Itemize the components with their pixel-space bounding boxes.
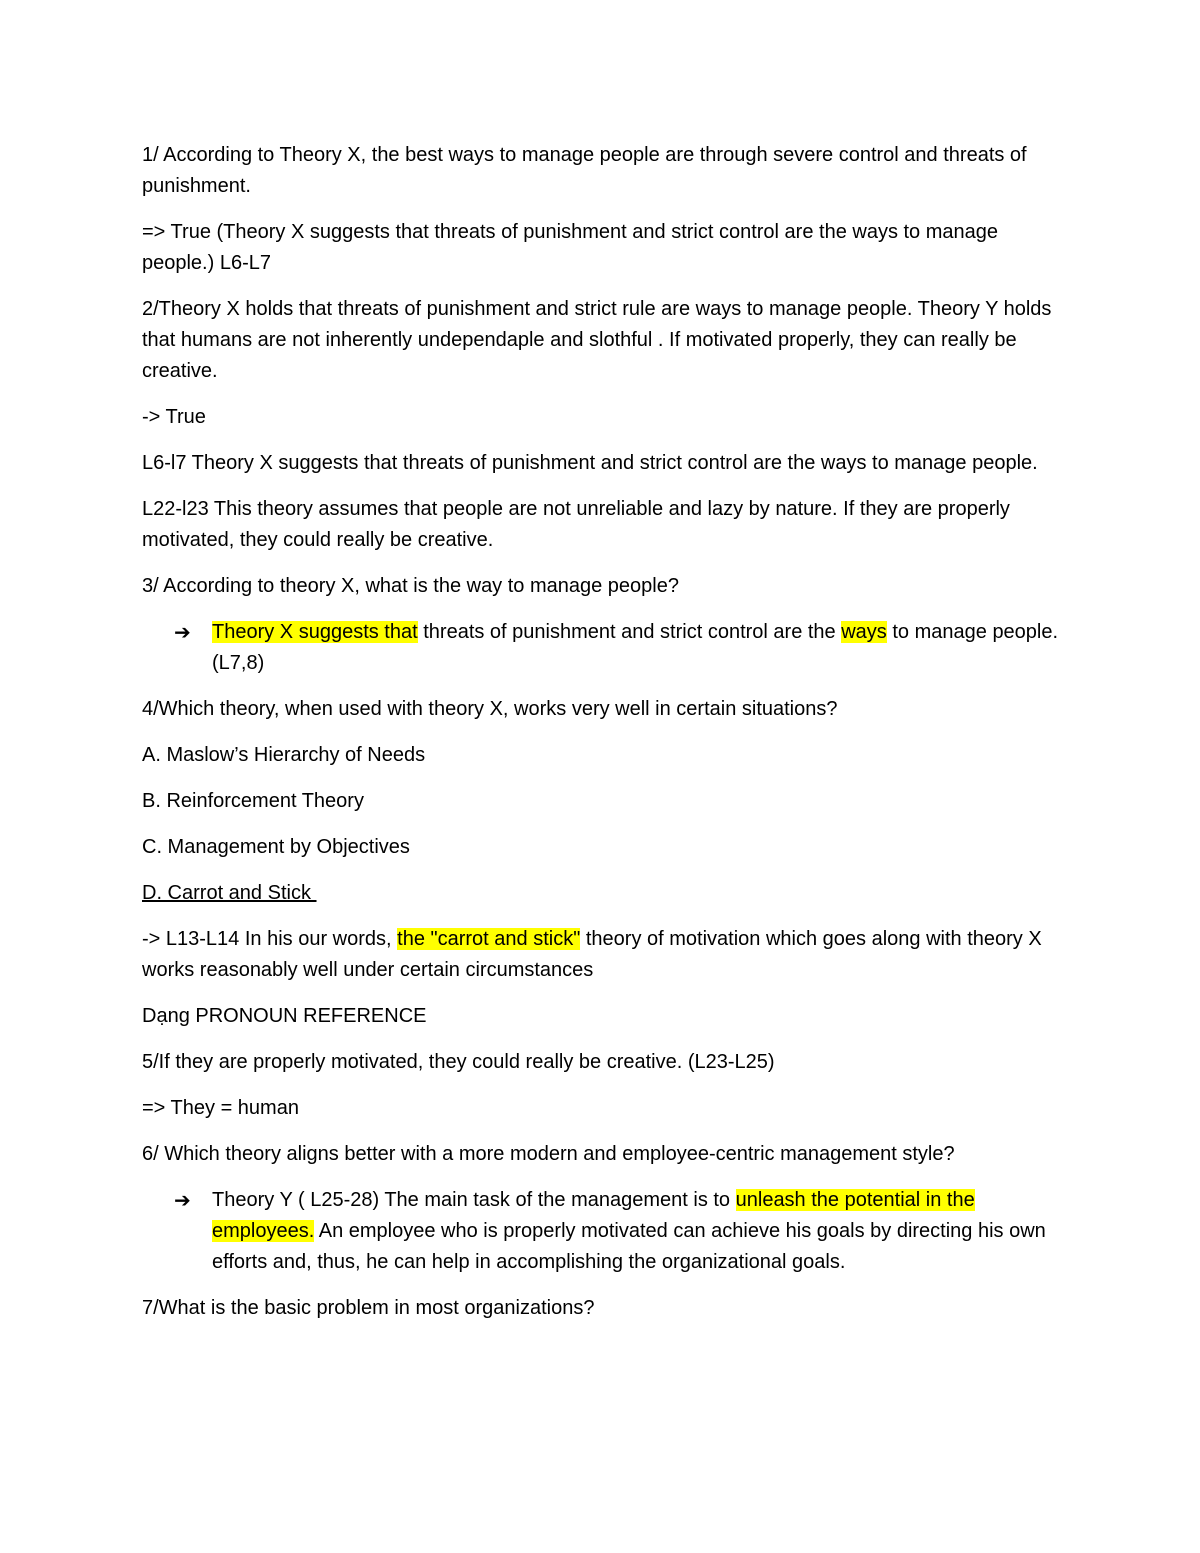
- option-d-label: D. Carrot and Stick: [142, 882, 317, 904]
- question-5: 5/If they are properly motivated, they could really be creative. (L23-L25): [142, 1051, 775, 1073]
- answer-text: Theory Y ( L25-28) The main task of the management is to: [212, 1189, 736, 1211]
- option-d-correct: [142, 878, 1062, 909]
- answer-text: to manage people. (L7,8): [212, 621, 1059, 674]
- answer-6: [142, 1185, 1062, 1278]
- highlight-text: unleash the potential in the employees.: [212, 1189, 975, 1242]
- answer-1: => True (Theory X suggests that threats of punishment and strict control are the ways to manage people.) L6-L7: [142, 221, 999, 274]
- question-4: 4/Which theory, when used with theory X, works very well in certain situations?: [142, 698, 838, 720]
- answer-text: -> L13-L14 In his our words,: [142, 928, 398, 950]
- right-arrow-icon: ➔: [174, 1188, 191, 1212]
- highlight-text: ways: [841, 621, 887, 643]
- question-1: 1/ According to Theory X, the best ways to manage people are through severe control and threats of punishment.: [142, 144, 1027, 197]
- highlight-text: the "carrot and stick": [397, 928, 581, 950]
- option-b: B. Reinforcement Theory: [142, 790, 364, 812]
- question-2: 2/Theory X holds that threats of punishment and strict rule are ways to manage people. Theory Y holds that humans are not inherently undependaple and slothful . If motivated properly, they can really be creative.: [142, 298, 1052, 382]
- document-page: [142, 140, 1062, 1339]
- reference-2a: L6-l7 Theory X suggests that threats of punishment and strict control are the ways to manage people.: [142, 452, 1038, 474]
- question-6: 6/ Which theory aligns better with a more modern and employee-centric management style?: [142, 1143, 955, 1165]
- answer-text: An employee who is properly motivated can achieve his goals by directing his own efforts and, thus, he can help in accomplishing the organizational goals.: [212, 1220, 1046, 1273]
- answer-2: -> True: [142, 406, 206, 428]
- section-heading: Dạng PRONOUN REFERENCE: [142, 1005, 427, 1027]
- option-a: A. Maslow’s Hierarchy of Needs: [142, 744, 426, 766]
- right-arrow-icon: ➔: [174, 620, 191, 644]
- answer-text: threats of punishment and strict control are the: [417, 621, 842, 643]
- highlight-text: Theory X suggests that: [212, 621, 418, 643]
- option-c: C. Management by Objectives: [142, 836, 410, 858]
- answer-3: [142, 617, 1062, 679]
- reference-2b: L22-l23 This theory assumes that people are not unreliable and lazy by nature. If they are properly motivated, they could really be creative.: [142, 498, 1010, 551]
- answer-text: theory of motivation which goes along with theory X works reasonably well under certain circumstances: [142, 928, 1042, 981]
- question-3: 3/ According to theory X, what is the way to manage people?: [142, 575, 679, 597]
- question-7: 7/What is the basic problem in most organizations?: [142, 1297, 595, 1319]
- answer-4: [142, 924, 1062, 986]
- answer-5: => They = human: [142, 1097, 299, 1119]
